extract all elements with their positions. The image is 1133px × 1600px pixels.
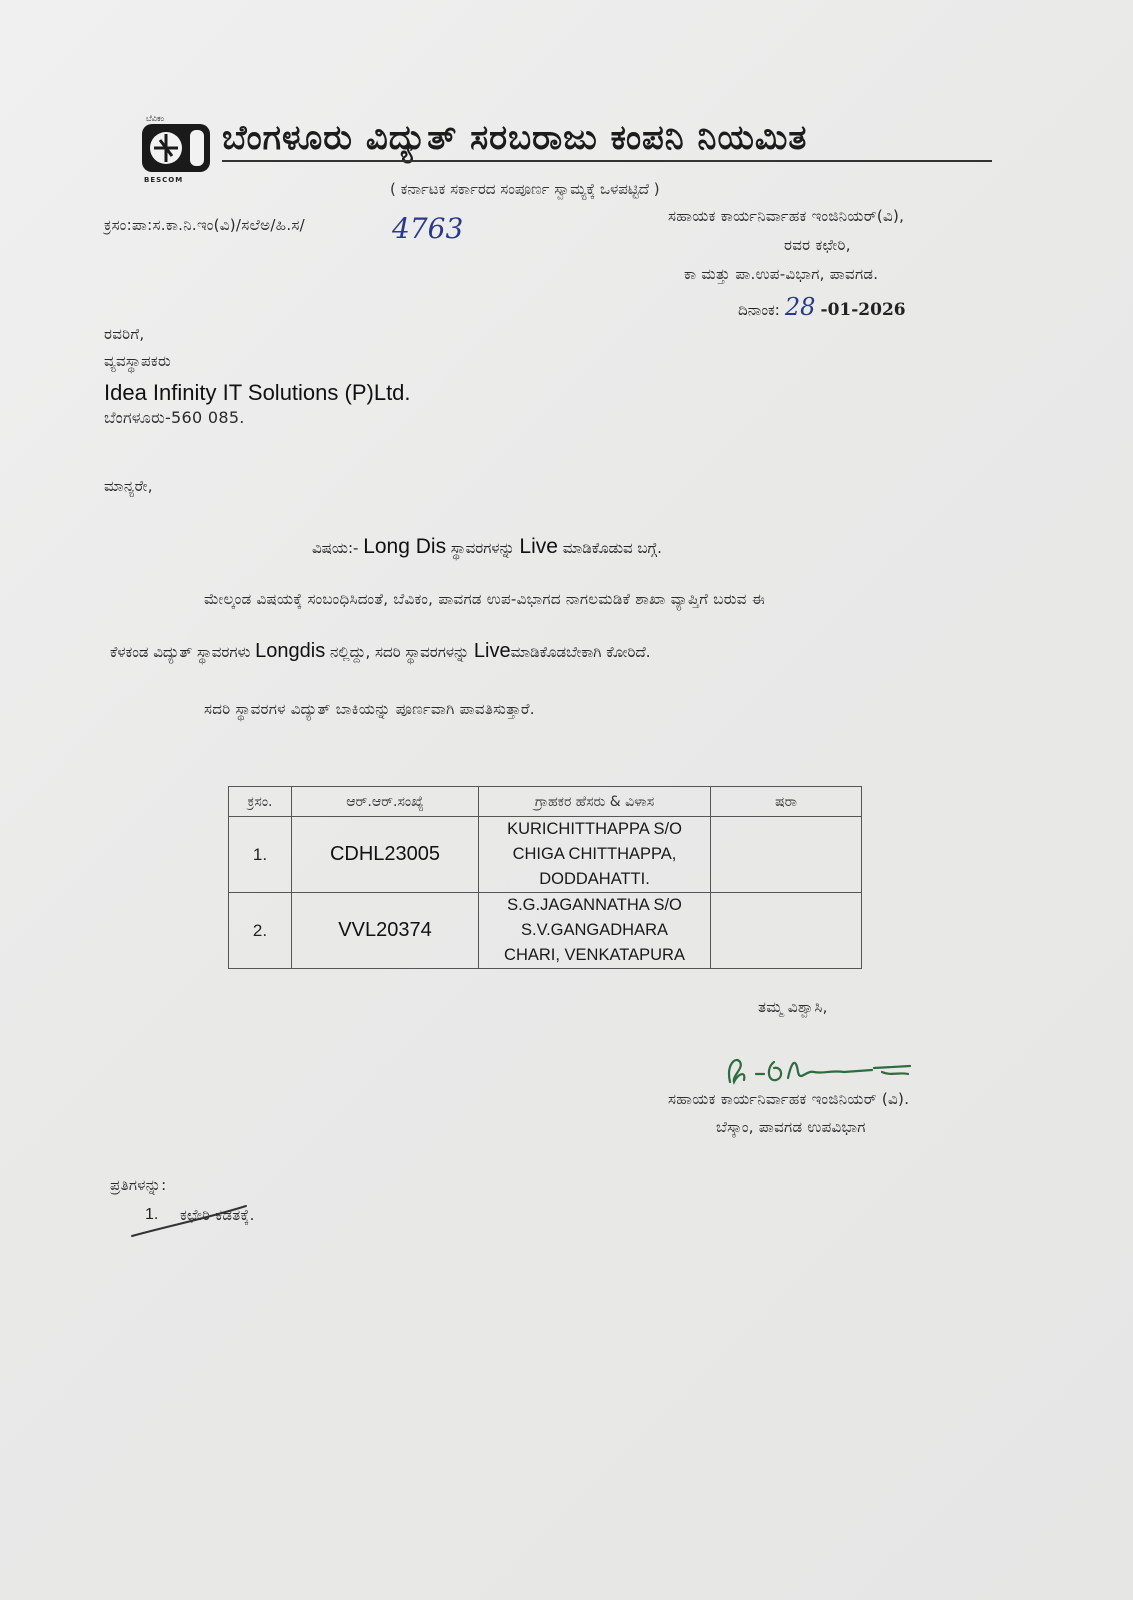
table-row	[229, 893, 862, 969]
copy-item-number: 1.	[145, 1206, 159, 1223]
copy-item: ಕಛೇರಿ ಕಡತಕ್ಕೆ.	[180, 1206, 255, 1224]
table-row	[229, 817, 862, 893]
bescom-logo	[140, 112, 216, 184]
body-text: Longdis	[255, 640, 326, 662]
addressee-to: ರವರಿಗೆ,	[104, 325, 145, 343]
subject-part: ಸ್ಥಾವರಗಳನ್ನು	[450, 539, 515, 557]
body-text: ಕೆಳಕಂಡ ವಿದ್ಯುತ್ ಸ್ಥಾವರಗಳು	[110, 643, 251, 661]
table-header-row	[229, 787, 862, 817]
column-header: ಕ್ರಸಂ.	[229, 787, 292, 817]
consumer-table	[228, 786, 862, 969]
column-header: ಷರಾ	[711, 787, 862, 817]
name-line: S.G.JAGANNATHA S/O	[507, 896, 682, 914]
column-header: ಆರ್.ಆರ್.ಸಂಖ್ಯೆ	[292, 787, 479, 817]
name-line: KURICHITTHAPPA S/O	[507, 820, 682, 838]
organization-name: ಬೆಂಗಳೂರು ವಿದ್ಯುತ್ ಸರಬರಾಜು ಕಂಪನಿ ನಿಯಮಿತ	[222, 118, 808, 158]
addressee-city: ಬೆಂಗಳೂರು-560 085.	[104, 408, 245, 427]
remarks-cell	[711, 817, 862, 893]
svg-text:ಬೆವಿಕಂ: ಬೆವಿಕಂ	[146, 114, 165, 123]
subject-line	[312, 535, 662, 559]
svg-text:BESCOM: BESCOM	[144, 176, 184, 184]
body-paragraph-3: ಸದರಿ ಸ್ಥಾವರಗಳ ವಿದ್ಯುತ್ ಬಾಕಿಯನ್ನು ಪೂರ್ಣವಾಗಿ ಪಾವತಿಸುತ್ತಾರೆ.	[204, 700, 535, 718]
date-day-handwritten: 28	[784, 293, 816, 321]
heading-underline	[222, 160, 992, 162]
body-text: Live	[473, 640, 511, 662]
body-paragraph-1: ಮೇಲ್ಕಂಡ ವಿಷಯಕ್ಕೆ ಸಂಬಂಧಿಸಿದಂತೆ, ಬೆವಿಕಂ, ಪಾವಗಡ ಉಪ-ವಿಭಾಗದ ನಾಗಲಮಡಿಕೆ ಶಾಖಾ ವ್ಯಾಪ್ತಿಗೆ ಬರುವ ಈ	[204, 590, 766, 608]
organization-subtitle: ( ಕರ್ನಾಟಕ ಸರ್ಕಾರದ ಸಂಪೂರ್ಣ ಸ್ವಾಮ್ಯಕ್ಕೆ ಒಳಪಟ್ಟಿದೆ )	[390, 180, 660, 198]
rr-number-cell: VVL20374	[292, 893, 479, 969]
column-header: ಗ್ರಾಹಕರ ಹೆಸರು & ವಿಳಾಸ	[479, 787, 711, 817]
subject-part: Long Dis	[363, 535, 447, 558]
serial-number-cell: 2.	[229, 893, 292, 969]
office-designation: ಸಹಾಯಕ ಕಾರ್ಯನಿರ್ವಾಹಕ ಇಂಜಿನಿಯರ್(ವಿ),	[668, 207, 905, 225]
subject-part: Live	[519, 535, 558, 558]
body-paragraph-2	[110, 640, 651, 663]
name-line: DODDAHATTI.	[539, 870, 650, 888]
reference-label: ಕ್ರಸಂ:ಪಾ:ಸ.ಕಾ.ನಿ.ಇಂ(ವಿ)/ಸಲೆಅ/ಹಿ.ಸ/	[104, 216, 306, 234]
salutation: ಮಾನ್ಯರೇ,	[104, 477, 153, 495]
office-line: ರವರ ಕಛೇರಿ,	[784, 236, 851, 254]
body-text: ಮಾಡಿಕೊಡಬೇಕಾಗಿ ಕೋರಿದೆ.	[510, 643, 651, 661]
subject-part: ಮಾಡಿಕೊಡುವ ಬಗ್ಗೆ.	[562, 539, 662, 557]
office-subdivision: ಕಾ ಮತ್ತು ಪಾ.ಉಪ-ವಿಭಾಗ, ಪಾವಗಡ.	[684, 265, 879, 283]
remarks-cell	[711, 893, 862, 969]
serial-number-cell: 1.	[229, 817, 292, 893]
closing: ತಮ್ಮ ವಿಶ್ವಾಸಿ,	[758, 998, 828, 1016]
signatory-office: ಬೆಸ್ಕಾಂ, ಪಾವಗಡ ಉಪವಿಭಾಗ	[716, 1118, 866, 1136]
name-line: CHIGA CHITTHAPPA,	[512, 845, 677, 863]
rr-number-cell: CDHL23005	[292, 817, 479, 893]
reference-number: 4763	[392, 212, 464, 245]
consumer-name-cell	[479, 893, 711, 969]
subject-prefix: ವಿಷಯ:-	[312, 539, 359, 557]
name-line: CHARI, VENKATAPURA	[504, 946, 685, 964]
date-label: ದಿನಾಂಕ:	[738, 301, 780, 319]
addressee-company: Idea Infinity IT Solutions (P)Ltd.	[104, 380, 411, 405]
addressee-title: ವ್ಯವಸ್ಥಾಪಕರು	[104, 352, 171, 370]
handwritten-signature	[722, 1052, 922, 1094]
body-text: ನಲ್ಲಿದ್ದು, ಸದರಿ ಸ್ಥಾವರಗಳನ್ನು	[330, 643, 470, 661]
consumer-name-cell	[479, 817, 711, 893]
name-line: S.V.GANGADHARA	[520, 921, 669, 939]
signatory-designation: ಸಹಾಯಕ ಕಾರ್ಯನಿರ್ವಾಹಕ ಇಂಜಿನಿಯರ್ (ವಿ).	[668, 1090, 910, 1108]
date-month-year: -01-2026	[820, 300, 906, 320]
date-line	[738, 293, 906, 321]
pen-stroke	[128, 1196, 268, 1242]
copies-label: ಪ್ರತಿಗಳನ್ನು:	[110, 1176, 167, 1194]
